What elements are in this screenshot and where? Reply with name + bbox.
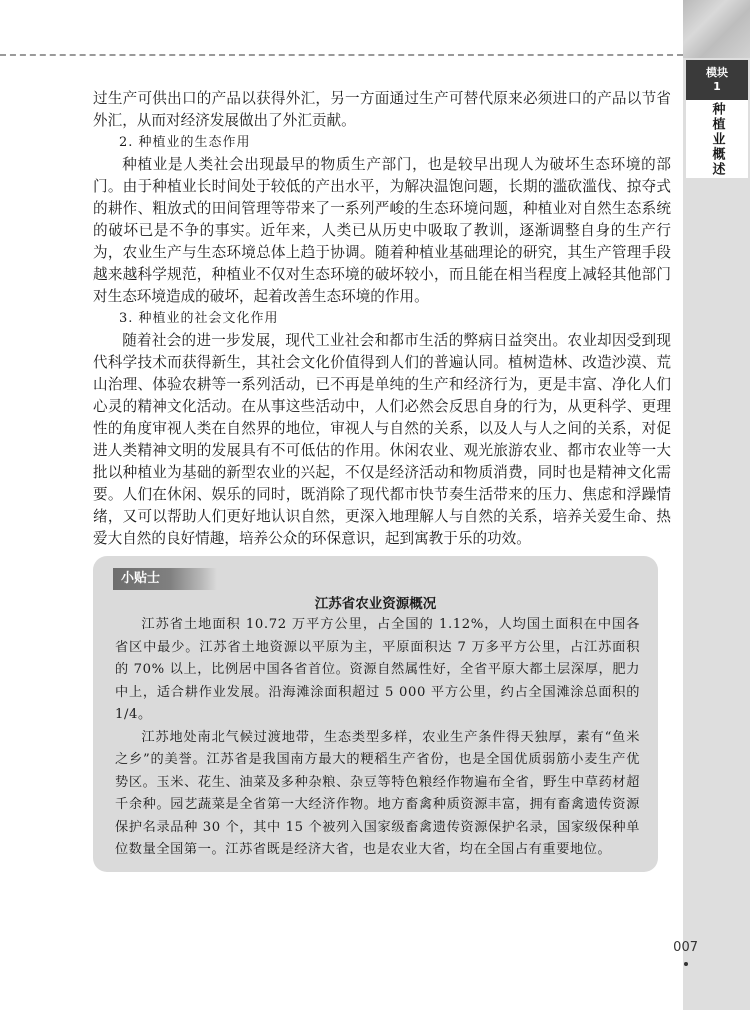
header-dashed-rule bbox=[0, 54, 683, 56]
paragraph-culture: 随着社会的进一步发展，现代工业社会和都市生活的弊病日益突出。农业却因受到现代科学技术而获得新生，其社会文化价值得到人们的普遍认同。植树造林、改造沙漠、荒山治理、体验农耕等一系列活动，已不再是单纯的生产和经济行为，更是丰富、净化人们心灵的精神文化活动。在从事这些活动中，人们必然会反思自身的行为，从更科学、更理性的角度审视人类在自然界的地位，审视人与自然的关系，以及人与人之间的关系，对促进人类精神文明的发展具有不可低估的作用。休闲农业、观光旅游农业、都市农业等一大批以种植业为基础的新型农业的兴起，不仅是经济活动和物质消费，同时也是精神文化需要。人们在休闲、娱乐的同时，既消除了现代都市快节奏生活带来的压力、焦虑和浮躁情绪，又可以帮助人们更好地认识自然，更深入地理解人与自然的关系，培养关爱生命、热爱大自然的良好情趣，培养公众的环保意识，起到寓教于乐的功效。 bbox=[93, 332, 671, 547]
module-label: 模块 bbox=[706, 66, 728, 79]
paragraph-ecology: 种植业是人类社会出现最早的物质生产部门，也是较早出现人为破坏生态环境的部门。由于种植业长时间处于较低的产出水平，为解决温饱问题，长期的滥砍滥伐、掠夺式的耕作、粗放式的田间管理等带来了一系列严峻的生态环境问题，种植业对自然生态系统的破坏已是不争的事实。近年来，人类已从历史中吸取了教训，逐渐调整自身的生产行为，农业生产与生态环境总体上趋于协调。随着种植业基础理论的研究，其生产管理手段越来越科学规范，种植业不仅对生态环境的破坏较小，而且能在相当程度上减轻其他部门对生态环境造成的破坏，起着改善生态环境的作用。 bbox=[93, 156, 671, 305]
tip-body bbox=[115, 614, 640, 862]
section-heading-3: 3. 种植业的社会文化作用 bbox=[119, 311, 279, 326]
tip-paragraph-climate: 江苏地处南北气候过渡地带，生态类型多样，农业生产条件得天独厚，素有“鱼米之乡”的美誉。江苏省是我国南方最大的粳稻生产省份，也是全国优质弱筋小麦生产优势区。玉米、花生、油菜及多种杂粮、杂豆等特色粮经作物遍布全省，野生中草药材超千余种。园艺蔬菜是全省第一大经济作物。地方畜禽种质资源丰富，拥有畜禽遗传资源保护名录品种 30 个，其中 15 个被列入国家级畜禽遗传资源保护名录，国家级保种单位数量全国第一。江苏省既是经济大省，也是农业大省，均在全国占有重要地位。 bbox=[115, 729, 640, 857]
side-band-texture bbox=[683, 0, 750, 58]
module-badge bbox=[686, 60, 748, 100]
module-number: 1 bbox=[713, 80, 721, 93]
page-number-dot bbox=[684, 962, 688, 966]
body-text bbox=[93, 88, 671, 550]
module-title-box bbox=[686, 100, 748, 178]
module-title: 种植业概述 bbox=[709, 101, 725, 177]
tip-box bbox=[93, 556, 658, 872]
tip-paragraph-land: 江苏省土地面积 10.72 万平方公里，占全国的 1.12%，人均国土面积在中国各省区中最少。江苏省土地资源以平原为主，平原面积达 7 万多平方公里，占江苏面积的 70% 以上，比例居中国各省首位。资源自然属性好，全省平原大都土层深厚，肥力中上，适合耕作业发展。沿海滩涂面积超过 5 000 平方公里，约占全国滩涂总面积的 1/4。 bbox=[115, 617, 640, 722]
tip-label: 小贴士 bbox=[113, 568, 217, 590]
tip-title: 江苏省农业资源概况 bbox=[314, 596, 437, 612]
paragraph-intro: 过生产可供出口的产品以获得外汇，另一方面通过生产可替代原来必须进口的产品以节省外汇，从而对经济发展做出了外汇贡献。 bbox=[93, 90, 671, 129]
page-number: 007 bbox=[673, 940, 698, 955]
section-heading-2: 2. 种植业的生态作用 bbox=[119, 135, 251, 150]
